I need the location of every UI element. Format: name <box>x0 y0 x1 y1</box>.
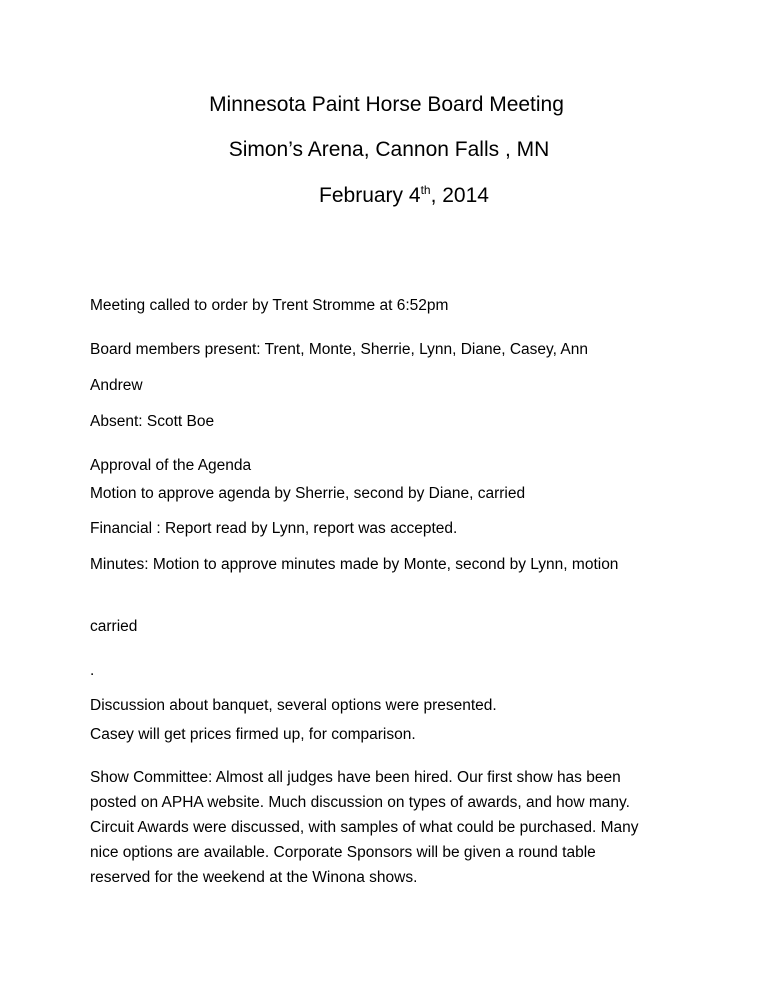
circuit-awards-line-3: reserved for the weekend at the Winona shows. <box>90 869 418 886</box>
agenda-approval-heading: Approval of the Agenda <box>90 457 252 474</box>
minutes-motion-line-2: carried <box>90 618 138 635</box>
meeting-title: Minnesota Paint Horse Board Meeting <box>209 93 564 116</box>
banquet-discussion-text: Discussion about banquet, several options were presented. <box>90 697 497 714</box>
meeting-date <box>0 183 768 209</box>
show-committee-line-2: posted on APHA website. Much discussion on types of awards, and how many. <box>90 794 630 811</box>
board-members-present-continued: Andrew <box>90 377 143 394</box>
financial-report-text: Financial : Report read by Lynn, report was accepted. <box>90 520 458 537</box>
call-to-order-text: Meeting called to order by Trent Stromme at 6:52pm <box>90 297 449 314</box>
stray-period: . <box>90 662 95 679</box>
price-comparison-text: Casey will get prices firmed up, for comparison. <box>90 726 416 743</box>
meeting-date-suffix-ordinal: th <box>420 183 431 197</box>
show-committee-line-1: Show Committee: Almost all judges have been hired. Our first show has been <box>90 769 621 786</box>
circuit-awards-line-2: nice options are available. Corporate Sponsors will be given a round table <box>90 844 596 861</box>
minutes-motion-line-1: Minutes: Motion to approve minutes made by Monte, second by Lynn, motion <box>90 556 619 573</box>
board-members-present-text: Board members present: Trent, Monte, Sherrie, Lynn, Diane, Casey, Ann <box>90 341 588 358</box>
meeting-date-prefix: February 4 <box>319 184 421 207</box>
circuit-awards-line-1: Circuit Awards were discussed, with samples of what could be purchased. Many <box>90 819 639 836</box>
agenda-motion-text: Motion to approve agenda by Sherrie, second by Diane, carried <box>90 485 526 502</box>
meeting-date-year: , 2014 <box>430 184 489 207</box>
absent-text: Absent: Scott Boe <box>90 413 215 430</box>
meeting-location: Simon’s Arena, Cannon Falls , MN <box>228 138 550 161</box>
